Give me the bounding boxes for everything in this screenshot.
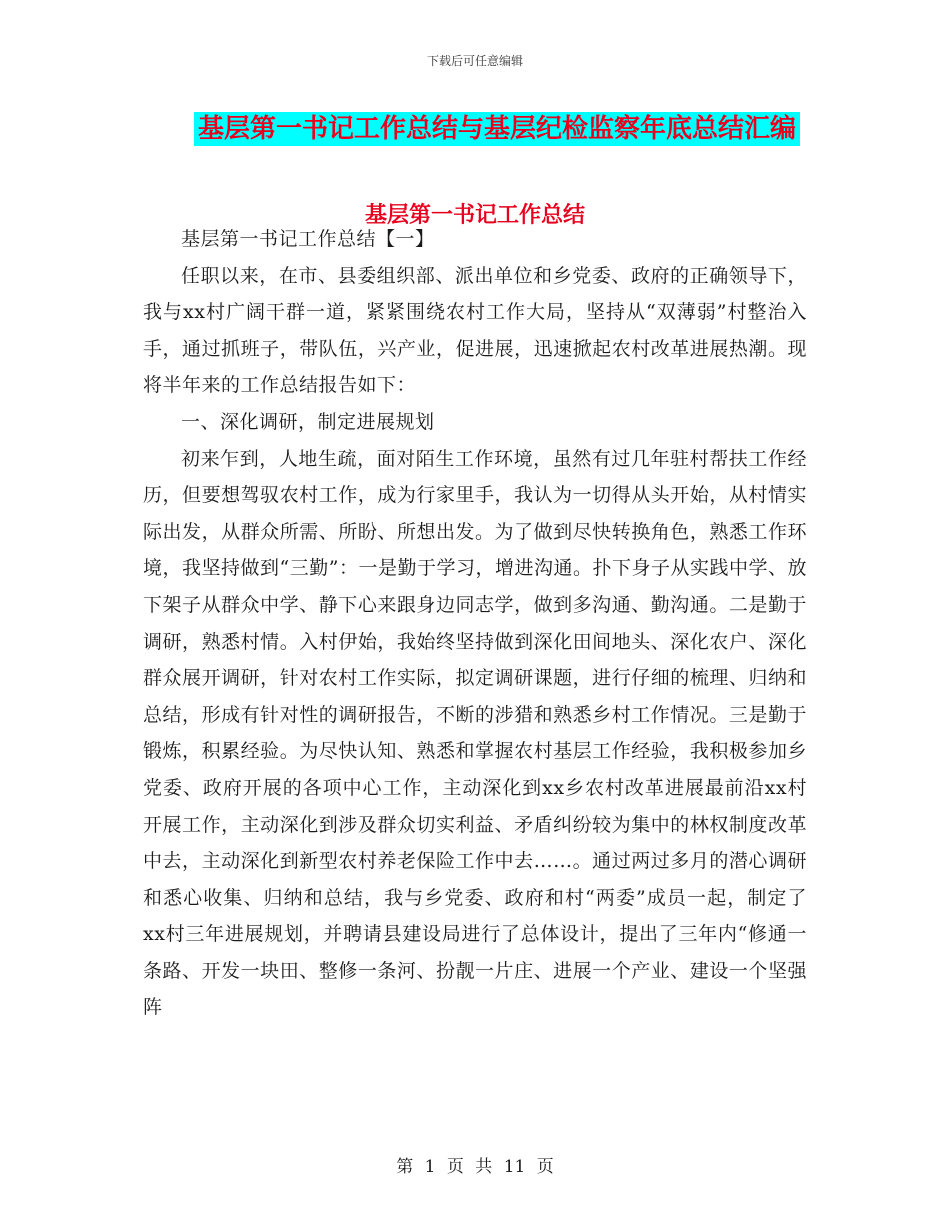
- paragraph-subtitle: 基层第一书记工作总结【一】: [181, 228, 435, 250]
- document-body: [143, 221, 807, 1026]
- paragraph-research: 初来乍到，人地生疏，面对陌生工作环境，虽然有过几年驻村帮扶工作经历，但要想驾驭农村工作，成为行家里手，我认为一切得从头开始，从村情实际出发，从群众所需、所盼、所想出发。为了做到尽快转换角色，熟悉工作环境，我坚持做到“三勤”：一是勤于学习，增进沟通。扑下身子从实践中学、放下架子从群众中学、静下心来跟身边同志学，做到多沟通、勤沟通。二是勤于调研，熟悉村情。入村伊始，我始终坚持做到深化田间地头、深化农户、深化群众展开调研，针对农村工作实际，拟定调研课题，进行仔细的梳理、归纳和总结，形成有针对性的调研报告，不断的涉猎和熟悉乡村工作情况。三是勤于锻炼，积累经验。为尽快认知、熟悉和掌握农村基层工作经验，我积极参加乡党委、政府开展的各项中心工作，主动深化到xx乡农村改革进展最前沿xx村开展工作，主动深化到涉及群众切实利益、矛盾纠纷较为集中的林权制度改革中去，主动深化到新型农村养老保险工作中去……。通过两过多月的潜心调研和悉心收集、归纳和总结，我与乡党委、政府和村“两委”成员一起，制定了xx村三年进展规划，并聘请县建设局进行了总体设计，提出了三年内“修通一条路、开发一块田、整修一条河、扮靓一片庄、进展一个产业、建设一个坚强阵: [143, 447, 807, 1019]
- paragraph-intro: 任职以来，在市、县委组织部、派出单位和乡党委、政府的正确领导下，我与xx村广阔干群一道，紧紧围绕农村工作大局，坚持从“双薄弱”村整治入手，通过抓班子，带队伍，兴产业，促进展，迅速掀起农村改革进展热潮。现将半年来的工作总结报告如下：: [143, 264, 807, 397]
- main-title: 基层第一书记工作总结与基层纪检监察年底总结汇编: [194, 112, 800, 146]
- paragraph-heading-one: 一、深化调研，制定进展规划: [181, 410, 435, 433]
- section-title: 基层第一书记工作总结: [364, 203, 585, 228]
- page-footer: 第 1 页 共 11 页: [396, 1157, 554, 1177]
- main-title-wrap: [0, 112, 950, 146]
- header-note: 下载后可任意编辑: [426, 54, 523, 68]
